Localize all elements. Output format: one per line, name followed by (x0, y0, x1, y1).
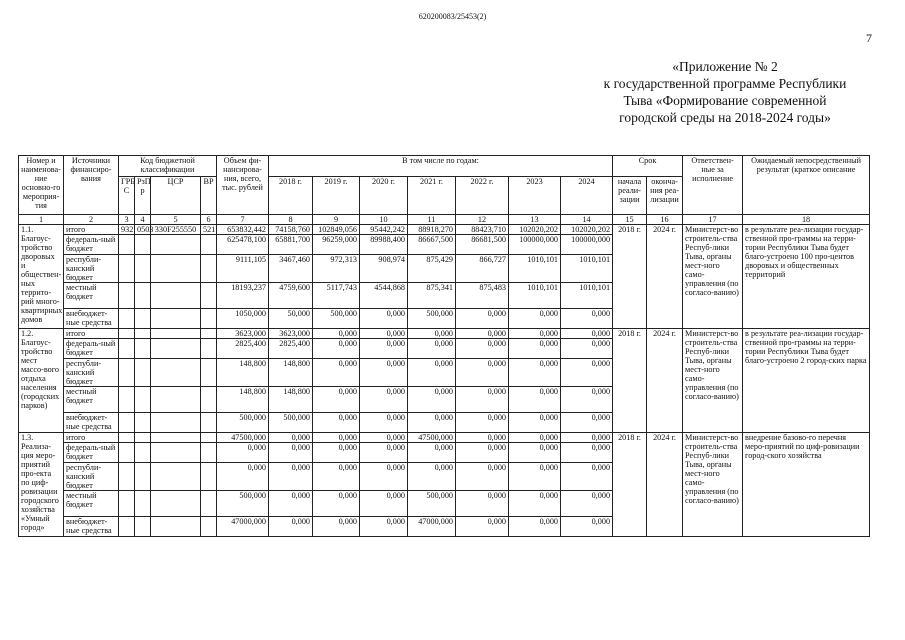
code-vr (201, 255, 217, 283)
code-rzpr: 0503 (135, 225, 151, 235)
volume-total: 47000,000 (217, 517, 269, 537)
appendix-line: Тыва «Формирование современной (623, 93, 827, 108)
year-value: 0,000 (269, 433, 313, 443)
code-csr (151, 359, 201, 387)
code-rzpr (135, 329, 151, 339)
year-value: 0,000 (269, 463, 313, 491)
year-value: 0,000 (313, 359, 360, 387)
year-value: 0,000 (456, 387, 509, 413)
funding-source: внебюджет-ные средства (64, 309, 119, 329)
year-value: 0,000 (360, 339, 408, 359)
volume-total: 148,800 (217, 387, 269, 413)
year-value: 0,000 (561, 309, 613, 329)
funding-source: местный бюджет (64, 491, 119, 517)
table-row (19, 225, 870, 235)
volume-total: 0,000 (217, 443, 269, 463)
column-number: 18 (743, 215, 870, 225)
code-grbs (119, 235, 135, 255)
year-value: 0,000 (360, 329, 408, 339)
year-value: 0,000 (313, 443, 360, 463)
year-value: 0,000 (360, 359, 408, 387)
document-id: 620200083/25453(2) (418, 12, 487, 21)
financing-table (18, 155, 870, 537)
year-value: 1010,101 (509, 283, 561, 309)
header-term: Срок (613, 156, 683, 177)
funding-source: федераль-ный бюджет (64, 339, 119, 359)
year-value: 0,000 (509, 517, 561, 537)
year-value: 4544,868 (360, 283, 408, 309)
year-value: 0,000 (360, 433, 408, 443)
year-value: 0,000 (456, 517, 509, 537)
volume-total: 2825,400 (217, 339, 269, 359)
year-value: 0,000 (269, 491, 313, 517)
volume-total: 653832,442 (217, 225, 269, 235)
header-start: начала реали-зации (613, 177, 647, 215)
code-vr (201, 309, 217, 329)
volume-total: 18193,237 (217, 283, 269, 309)
year-value: 500,000 (408, 491, 456, 517)
code-vr (201, 413, 217, 433)
funding-source: республи-канский бюджет (64, 463, 119, 491)
header-year: 2024 (561, 177, 613, 215)
header-year: 2020 г. (360, 177, 408, 215)
year-value: 0,000 (509, 491, 561, 517)
code-csr (151, 517, 201, 537)
code-csr (151, 413, 201, 433)
funding-source: местный бюджет (64, 387, 119, 413)
year-value: 102849,056 (313, 225, 360, 235)
year-value: 1010,101 (509, 255, 561, 283)
code-grbs (119, 413, 135, 433)
year-value: 0,000 (360, 413, 408, 433)
year-value: 74158,760 (269, 225, 313, 235)
funding-source: федераль-ный бюджет (64, 235, 119, 255)
column-number: 3 (119, 215, 135, 225)
code-rzpr (135, 491, 151, 517)
code-csr (151, 463, 201, 491)
code-rzpr (135, 463, 151, 491)
year-value: 0,000 (456, 329, 509, 339)
funding-source: федераль-ный бюджет (64, 443, 119, 463)
funding-source: местный бюджет (64, 283, 119, 309)
header-year: 2023 (509, 177, 561, 215)
year-value: 0,000 (408, 339, 456, 359)
code-csr (151, 491, 201, 517)
code-vr (201, 491, 217, 517)
year-value: 0,000 (509, 413, 561, 433)
year-value: 0,000 (509, 433, 561, 443)
term-start: 2018 г. (613, 433, 647, 537)
year-value: 0,000 (561, 329, 613, 339)
header-budget-code: Код бюджетной классификации (119, 156, 217, 177)
header-responsible: Ответствен-ные за исполнение (683, 156, 743, 215)
year-value: 0,000 (456, 359, 509, 387)
year-value: 0,000 (509, 387, 561, 413)
year-value: 95442,242 (360, 225, 408, 235)
year-value: 0,000 (561, 517, 613, 537)
year-value: 0,000 (408, 463, 456, 491)
funding-source: республи-канский бюджет (64, 359, 119, 387)
code-rzpr (135, 235, 151, 255)
year-value: 0,000 (313, 463, 360, 491)
term-end: 2024 г. (647, 433, 683, 537)
code-csr (151, 433, 201, 443)
measure-name: 1.3. Реализа-ция меро-приятий про-екта по циф-ровизации городского хозяйства «Умный город» (19, 433, 64, 537)
year-value: 0,000 (561, 359, 613, 387)
year-value: 0,000 (360, 463, 408, 491)
code-grbs: 932 (119, 225, 135, 235)
year-value: 0,000 (561, 339, 613, 359)
page-number: 7 (866, 31, 872, 45)
year-value: 0,000 (509, 443, 561, 463)
year-value: 0,000 (408, 413, 456, 433)
year-value: 0,000 (313, 491, 360, 517)
year-value: 0,000 (561, 463, 613, 491)
year-value: 0,000 (269, 517, 313, 537)
year-value: 0,000 (561, 443, 613, 463)
year-value: 500,000 (313, 309, 360, 329)
column-number: 7 (217, 215, 269, 225)
year-value: 0,000 (456, 443, 509, 463)
code-grbs (119, 433, 135, 443)
year-value: 0,000 (360, 491, 408, 517)
code-grbs (119, 443, 135, 463)
volume-total: 47500,000 (217, 433, 269, 443)
header-year: 2019 г. (313, 177, 360, 215)
volume-total: 3623,000 (217, 329, 269, 339)
code-vr (201, 283, 217, 309)
term-end: 2024 г. (647, 225, 683, 329)
year-value: 500,000 (408, 309, 456, 329)
year-value: 0,000 (408, 387, 456, 413)
header-result: Ожидаемый непосредственный результат (краткое описание (743, 156, 870, 215)
year-value: 875,341 (408, 283, 456, 309)
year-value: 908,974 (360, 255, 408, 283)
year-value: 0,000 (360, 517, 408, 537)
column-number: 6 (201, 215, 217, 225)
year-value: 0,000 (313, 517, 360, 537)
funding-source: итого (64, 433, 119, 443)
year-value: 148,800 (269, 387, 313, 413)
column-number: 12 (456, 215, 509, 225)
year-value: 0,000 (509, 339, 561, 359)
responsible: Министерст-во строитель-ства Респуб-лики Тыва, органы мест-ного само-управления (по согласо-ванию) (683, 225, 743, 329)
year-value: 0,000 (456, 339, 509, 359)
header-csr: ЦСР (151, 177, 201, 215)
code-grbs (119, 491, 135, 517)
code-csr (151, 443, 201, 463)
term-start: 2018 г. (613, 225, 647, 329)
code-vr (201, 387, 217, 413)
code-rzpr (135, 443, 151, 463)
term-start: 2018 г. (613, 329, 647, 433)
measure-name: 1.1. Благоус-тройство дворовых и обществен-ных террито-рий много-квартирных домов (19, 225, 64, 329)
expected-result: в результате реа-лизации государ-ственной про-граммы на терри-тории Республики Тыва будет благо-устроено 100 про-центов дворовых и общественных территорий (743, 225, 870, 329)
year-value: 4759,600 (269, 283, 313, 309)
code-csr (151, 309, 201, 329)
year-value: 500,000 (269, 413, 313, 433)
code-grbs (119, 463, 135, 491)
code-csr (151, 255, 201, 283)
column-number: 4 (135, 215, 151, 225)
year-value: 875,429 (408, 255, 456, 283)
code-csr (151, 329, 201, 339)
code-vr (201, 433, 217, 443)
header-name: Номер и наименова-ние основно-го мероприя-тия (19, 156, 64, 215)
header-years: В том числе по годам: (269, 156, 613, 177)
year-value: 866,727 (456, 255, 509, 283)
year-value: 50,000 (269, 309, 313, 329)
code-csr (151, 235, 201, 255)
appendix-line: городской среды на 2018-2024 годы» (619, 110, 831, 125)
year-value: 0,000 (313, 413, 360, 433)
code-vr (201, 339, 217, 359)
year-value: 89988,400 (360, 235, 408, 255)
header-end: оконча-ния реа-лизации (647, 177, 683, 215)
responsible: Министерст-во строитель-ства Респуб-лики Тыва, органы мест-ного само-управления (по согласо-ванию) (683, 329, 743, 433)
appendix-line: «Приложение № 2 (672, 59, 778, 74)
code-vr (201, 463, 217, 491)
code-vr (201, 359, 217, 387)
year-value: 65881,700 (269, 235, 313, 255)
code-grbs (119, 517, 135, 537)
code-rzpr (135, 387, 151, 413)
code-grbs (119, 387, 135, 413)
year-value: 0,000 (360, 387, 408, 413)
year-value: 0,000 (360, 309, 408, 329)
column-number: 8 (269, 215, 313, 225)
year-value: 86667,500 (408, 235, 456, 255)
year-value: 100000,000 (561, 235, 613, 255)
funding-source: республи-канский бюджет (64, 255, 119, 283)
code-grbs (119, 359, 135, 387)
year-value: 1010,101 (561, 283, 613, 309)
year-value: 0,000 (313, 339, 360, 359)
funding-source: итого (64, 329, 119, 339)
year-value: 0,000 (509, 463, 561, 491)
year-value: 0,000 (456, 413, 509, 433)
column-number: 9 (313, 215, 360, 225)
appendix-line: к государственной программе Республики (603, 76, 847, 91)
year-value: 0,000 (456, 309, 509, 329)
code-rzpr (135, 309, 151, 329)
appendix-heading (560, 58, 890, 126)
column-number: 11 (408, 215, 456, 225)
funding-source: внебюджет-ные средства (64, 413, 119, 433)
code-csr (151, 339, 201, 359)
code-vr (201, 517, 217, 537)
year-value: 0,000 (509, 359, 561, 387)
code-grbs (119, 339, 135, 359)
term-end: 2024 г. (647, 329, 683, 433)
year-value: 1010,101 (561, 255, 613, 283)
header-source: Источники финансиро-вания (64, 156, 119, 215)
year-value: 148,800 (269, 359, 313, 387)
column-number: 10 (360, 215, 408, 225)
code-vr (201, 329, 217, 339)
code-csr (151, 283, 201, 309)
volume-total: 625478,100 (217, 235, 269, 255)
volume-total: 0,000 (217, 463, 269, 491)
volume-total: 500,000 (217, 491, 269, 517)
header-rzpr: РзП р (135, 177, 151, 215)
year-value: 88423,710 (456, 225, 509, 235)
column-number: 16 (647, 215, 683, 225)
expected-result: внедрение базово-го перечня меро-приятий по циф-ровизации город-ского хозяйства (743, 433, 870, 537)
code-csr (151, 387, 201, 413)
table-row (19, 433, 870, 443)
financing-table-wrapper (18, 155, 870, 537)
year-value: 0,000 (561, 413, 613, 433)
year-value: 5117,743 (313, 283, 360, 309)
header-year: 2022 г. (456, 177, 509, 215)
year-value: 102020,202 (561, 225, 613, 235)
code-vr: 521 (201, 225, 217, 235)
year-value: 0,000 (509, 329, 561, 339)
year-value: 3623,000 (269, 329, 313, 339)
volume-total: 1050,000 (217, 309, 269, 329)
year-value: 47500,000 (408, 433, 456, 443)
year-value: 0,000 (408, 443, 456, 463)
code-rzpr (135, 255, 151, 283)
code-grbs (119, 309, 135, 329)
funding-source: внебюджет-ные средства (64, 517, 119, 537)
table-row (19, 329, 870, 339)
header-vr: ВР (201, 177, 217, 215)
volume-total: 9111,105 (217, 255, 269, 283)
year-value: 102020,202 (509, 225, 561, 235)
year-value: 2825,400 (269, 339, 313, 359)
code-rzpr (135, 433, 151, 443)
year-value: 0,000 (269, 443, 313, 463)
expected-result: в результате реа-лизации государ-ственной про-граммы на терри-тории Республики Тыва будет благо-устроено 2 город-ских парка (743, 329, 870, 433)
year-value: 0,000 (456, 463, 509, 491)
code-grbs (119, 255, 135, 283)
year-value: 0,000 (561, 491, 613, 517)
measure-name: 1.2. Благоус-тройство мест массо-вого отдыха населения (городских парков) (19, 329, 64, 433)
responsible: Министерст-во строитель-ства Респуб-лики Тыва, органы мест-ного само-управления (по согласо-ванию) (683, 433, 743, 537)
year-value: 88918,270 (408, 225, 456, 235)
header-year: 2018 г. (269, 177, 313, 215)
header-year: 2021 г. (408, 177, 456, 215)
year-value: 972,313 (313, 255, 360, 283)
year-value: 0,000 (561, 387, 613, 413)
funding-source: итого (64, 225, 119, 235)
column-number: 17 (683, 215, 743, 225)
code-rzpr (135, 283, 151, 309)
column-number: 15 (613, 215, 647, 225)
year-value: 0,000 (456, 491, 509, 517)
column-number: 2 (64, 215, 119, 225)
volume-total: 148,800 (217, 359, 269, 387)
code-vr (201, 443, 217, 463)
code-csr: 330F255550 (151, 225, 201, 235)
year-value: 0,000 (313, 387, 360, 413)
year-value: 96259,000 (313, 235, 360, 255)
year-value: 0,000 (408, 329, 456, 339)
year-value: 0,000 (561, 433, 613, 443)
year-value: 47000,000 (408, 517, 456, 537)
year-value: 3467,460 (269, 255, 313, 283)
column-number-row (19, 215, 870, 225)
year-value: 0,000 (456, 433, 509, 443)
column-number: 13 (509, 215, 561, 225)
code-grbs (119, 283, 135, 309)
column-number: 5 (151, 215, 201, 225)
year-value: 0,000 (360, 443, 408, 463)
code-rzpr (135, 339, 151, 359)
year-value: 0,000 (408, 359, 456, 387)
year-value: 86681,500 (456, 235, 509, 255)
code-rzpr (135, 359, 151, 387)
year-value: 0,000 (313, 329, 360, 339)
code-rzpr (135, 413, 151, 433)
volume-total: 500,000 (217, 413, 269, 433)
code-grbs (119, 329, 135, 339)
year-value: 100000,000 (509, 235, 561, 255)
header-grbs: ГРБ С (119, 177, 135, 215)
year-value: 0,000 (313, 433, 360, 443)
header-volume: Объем фи-нансирова-ния, всего, тыс. рублей (217, 156, 269, 215)
code-rzpr (135, 517, 151, 537)
column-number: 14 (561, 215, 613, 225)
year-value: 0,000 (509, 309, 561, 329)
column-number: 1 (19, 215, 64, 225)
code-vr (201, 235, 217, 255)
year-value: 875,483 (456, 283, 509, 309)
